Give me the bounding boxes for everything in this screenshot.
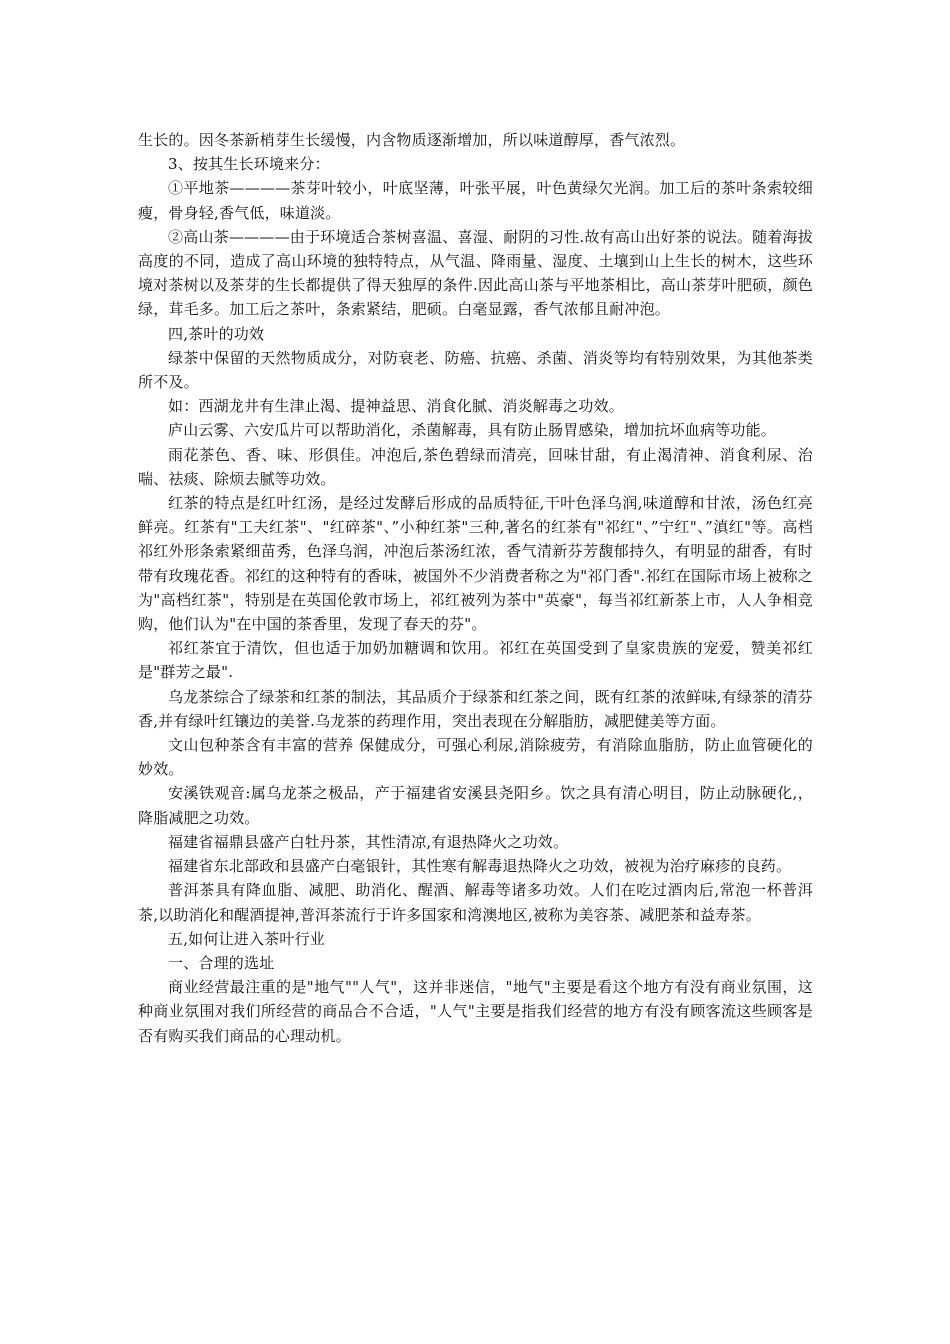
paragraph-yuhua-tea: 雨花茶色、香、味、形俱佳。冲泡后,茶色碧绿而清亮，回味甘甜，有止渴清神、消食利尿、治喘、祛痰、除烦去腻等功效。: [138, 445, 813, 488]
paragraph-highland-tea: ②高山茶————由于环境适合茶树喜温、喜湿、耐阴的习性.故有高山出好茶的说法。随着海拔高度的不同，造成了高山环境的独特特点，从气温、降雨量、湿度、土壤到山上生长的树木，这些环境对茶树以及茶芽的生长都提供了得天独厚的条件.因此高山茶与平地茶相比，高山茶芽叶肥硕，颜色绿，茸毛多。加工后之茶叶，条索紧结，肥硕。白毫显露，香气浓郁且耐冲泡。: [138, 227, 813, 319]
paragraph-continuation: 生长的。因冬茶新梢芽生长缓慢，内含物质逐渐增加，所以味道醇厚，香气浓烈。: [138, 131, 686, 149]
paragraph-black-tea: 红茶的特点是红叶红汤，是经过发酵后形成的品质特征,干叶色泽乌润,味道醇和甘浓，汤色红亮鲜亮。红茶有"工夫红茶"、"红碎茶"、”小种红茶"三种,著名的红茶有"祁红"、”宁红"、”滇红"等。高档祁红外形条索紧细苗秀，色泽乌润，冲泡后茶汤红浓，香气清新芬芳馥郁持久，有明显的甜香，有时带有玫瑰花香。祁红的这种特有的香味，被国外不少消费者称之为"祁门香".祁红在国际市场上被称之为"高档红茶"，特别是在英国伦敦市场上，祁红被列为茶中"英豪"，每当祁红新茶上市，人人争相竞购，他们认为"在中国的茶香里，发现了春天的芬"。: [138, 494, 813, 634]
paragraph-wenshan-baozhong: 文山包种茶含有丰富的营养 保健成分，可强心利尿,消除疲劳，有消除血脂肪，防止血管硬化的妙效。: [138, 736, 813, 779]
document-body: [138, 128, 813, 1048]
section-heading-tea-benefits: 四,茶叶的功效: [168, 324, 265, 343]
paragraph-puer: 普洱茶具有降血脂、减肥、助消化、醒酒、解毒等诸多功效。人们在吃过酒肉后,常泡一杯普洱茶,以助消化和醒酒提神,普洱茶流行于许多国家和湾澳地区,被称为美容茶、减肥茶和益寿茶。: [138, 881, 813, 924]
paragraph-longjing: 如：西湖龙井有生津止渴、提神益思、消食化腻、消炎解毒之功效。: [168, 397, 625, 416]
section-heading-enter-tea-industry: 五,如何让进入茶叶行业: [168, 929, 325, 948]
paragraph-tieguanyin: 安溪铁观音:属乌龙茶之极品，产于福建省安溪县尧阳乡。饮之具有清心明目，防止动脉硬化,，降脂减肥之功效。: [138, 784, 813, 827]
paragraph-oolong: 乌龙茶综合了绿茶和红茶的制法，其品质介于绿茶和红茶之间，既有红茶的浓鲜味,有绿茶的清芬香,并有绿叶红镶边的美誉.乌龙茶的药理作用，突出表现在分解脂肪，减肥健美等方面。: [138, 687, 813, 730]
paragraph-green-tea: 绿茶中保留的天然物质成分，对防衰老、防癌、抗癌、杀菌、消炎等均有特别效果，为其他茶类所不及。: [138, 348, 813, 392]
paragraph-growth-environment-heading: 3、按其生长环境来分：: [168, 155, 330, 174]
paragraph-lushan-yunwu: 庐山云雾、六安瓜片可以帮助消化，杀菌解毒，具有防止肠胃感染，增加抗坏血病等功能。: [168, 421, 777, 440]
paragraph-white-peony: 福建省福鼎县盛产白牡丹茶，其性清凉,有退热降火之功效。: [168, 832, 569, 851]
paragraph-keemun: 祁红茶宜于清饮，但也适于加奶加糖调和饮用。祁红在英国受到了皇家贵族的宠爱，赞美祁红是"群芳之最".: [138, 639, 813, 682]
paragraph-site-selection: 商业经营最注重的是"地气""人气"，这并非迷信，"地气"主要是看这个地方有没有商业氛围，这种商业氛围对我们所经营的商品合不合适，"人气"主要是指我们经营的地方有没有顾客流这些顾客是否有购买我们商品的心理动机。: [138, 978, 813, 1045]
paragraph-flatland-tea: ①平地茶————茶芽叶较小，叶底坚薄，叶张平展，叶色黄绿欠光润。加工后的茶叶条索较细瘦，骨身轻,香气低，味道淡。: [138, 179, 813, 222]
paragraph-silver-needle: 福建省东北部政和县盛产白毫银针，其性寒有解毒退热降火之功效，被视为治疗麻疹的良药。: [168, 857, 792, 876]
subheading-site-selection: 一、合理的选址: [168, 953, 275, 972]
